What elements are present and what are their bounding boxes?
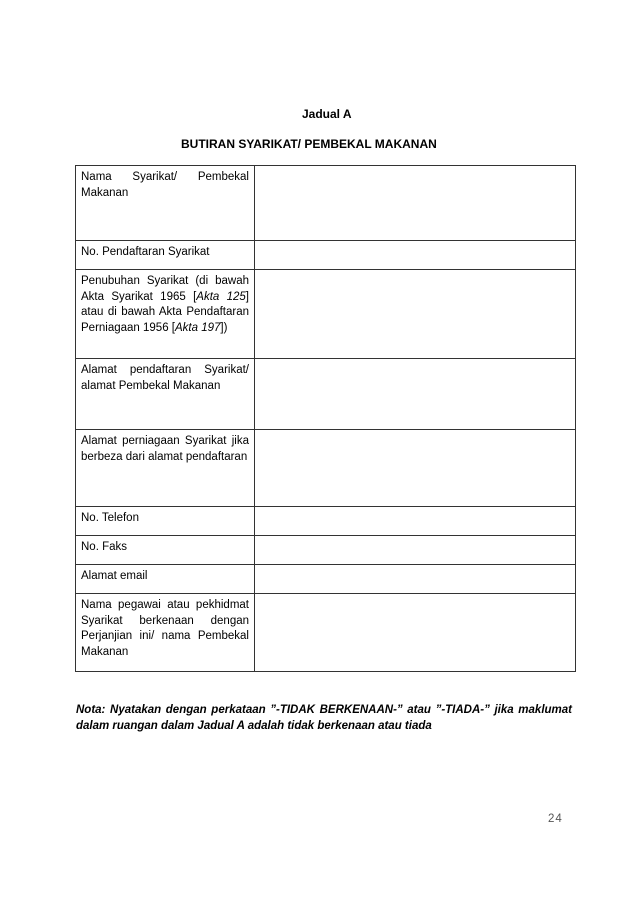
table-row <box>76 241 576 270</box>
incorporation-text-2: ] atau di bawah Akta Pendaftaran Perniagaan 1956 [ <box>81 290 249 334</box>
table-row <box>76 166 576 241</box>
row-label-incorporation <box>76 270 255 359</box>
schedule-title: Jadual A <box>302 107 352 121</box>
row-value-telephone[interactable] <box>255 507 576 536</box>
row-label-fax: No. Faks <box>76 536 255 565</box>
row-value-registration-number[interactable] <box>255 241 576 270</box>
row-label-registered-address: Alamat pendaftaran Syarikat/ alamat Pembekal Makanan <box>76 359 255 430</box>
row-value-registered-address[interactable] <box>255 359 576 430</box>
row-value-business-address[interactable] <box>255 430 576 507</box>
table-row <box>76 270 576 359</box>
note-paragraph: Nota: Nyatakan dengan perkataan ”-TIDAK BERKENAAN-” atau ”-TIADA-” jika maklumat dalam ruangan dalam Jadual A adalah tidak berkenaan atau tiada <box>76 704 572 732</box>
table-row <box>76 594 576 672</box>
incorporation-text-3: ]) <box>220 321 228 334</box>
row-label-email: Alamat email <box>76 565 255 594</box>
page-number: 24 <box>548 813 563 825</box>
row-label-officer-name: Nama pegawai atau pekhidmat Syarikat berkenaan dengan Perjanjian ini/ nama Pembekal Makanan <box>76 594 255 672</box>
incorporation-text-1: Penubuhan Syarikat (di bawah Akta Syarikat 1965 [ <box>81 275 249 303</box>
row-value-fax[interactable] <box>255 536 576 565</box>
row-label-telephone: No. Telefon <box>76 507 255 536</box>
row-value-officer-name[interactable] <box>255 594 576 672</box>
table-row <box>76 359 576 430</box>
section-subtitle: BUTIRAN SYARIKAT/ PEMBEKAL MAKANAN <box>181 137 437 151</box>
row-label-business-address: Alamat perniagaan Syarikat jika berbeza dari alamat pendaftaran <box>76 430 255 507</box>
table-row <box>76 536 576 565</box>
company-details-table <box>75 165 576 672</box>
incorporation-act-197: Akta 197 <box>175 321 221 334</box>
table-row <box>76 565 576 594</box>
table-row <box>76 507 576 536</box>
row-value-incorporation[interactable] <box>255 270 576 359</box>
row-value-company-name[interactable] <box>255 166 576 241</box>
table-row <box>76 430 576 507</box>
row-label-registration-number: No. Pendaftaran Syarikat <box>76 241 255 270</box>
incorporation-act-125: Akta 125 <box>196 290 246 303</box>
row-value-email[interactable] <box>255 565 576 594</box>
row-label-company-name: Nama Syarikat/ Pembekal Makanan <box>76 166 255 241</box>
